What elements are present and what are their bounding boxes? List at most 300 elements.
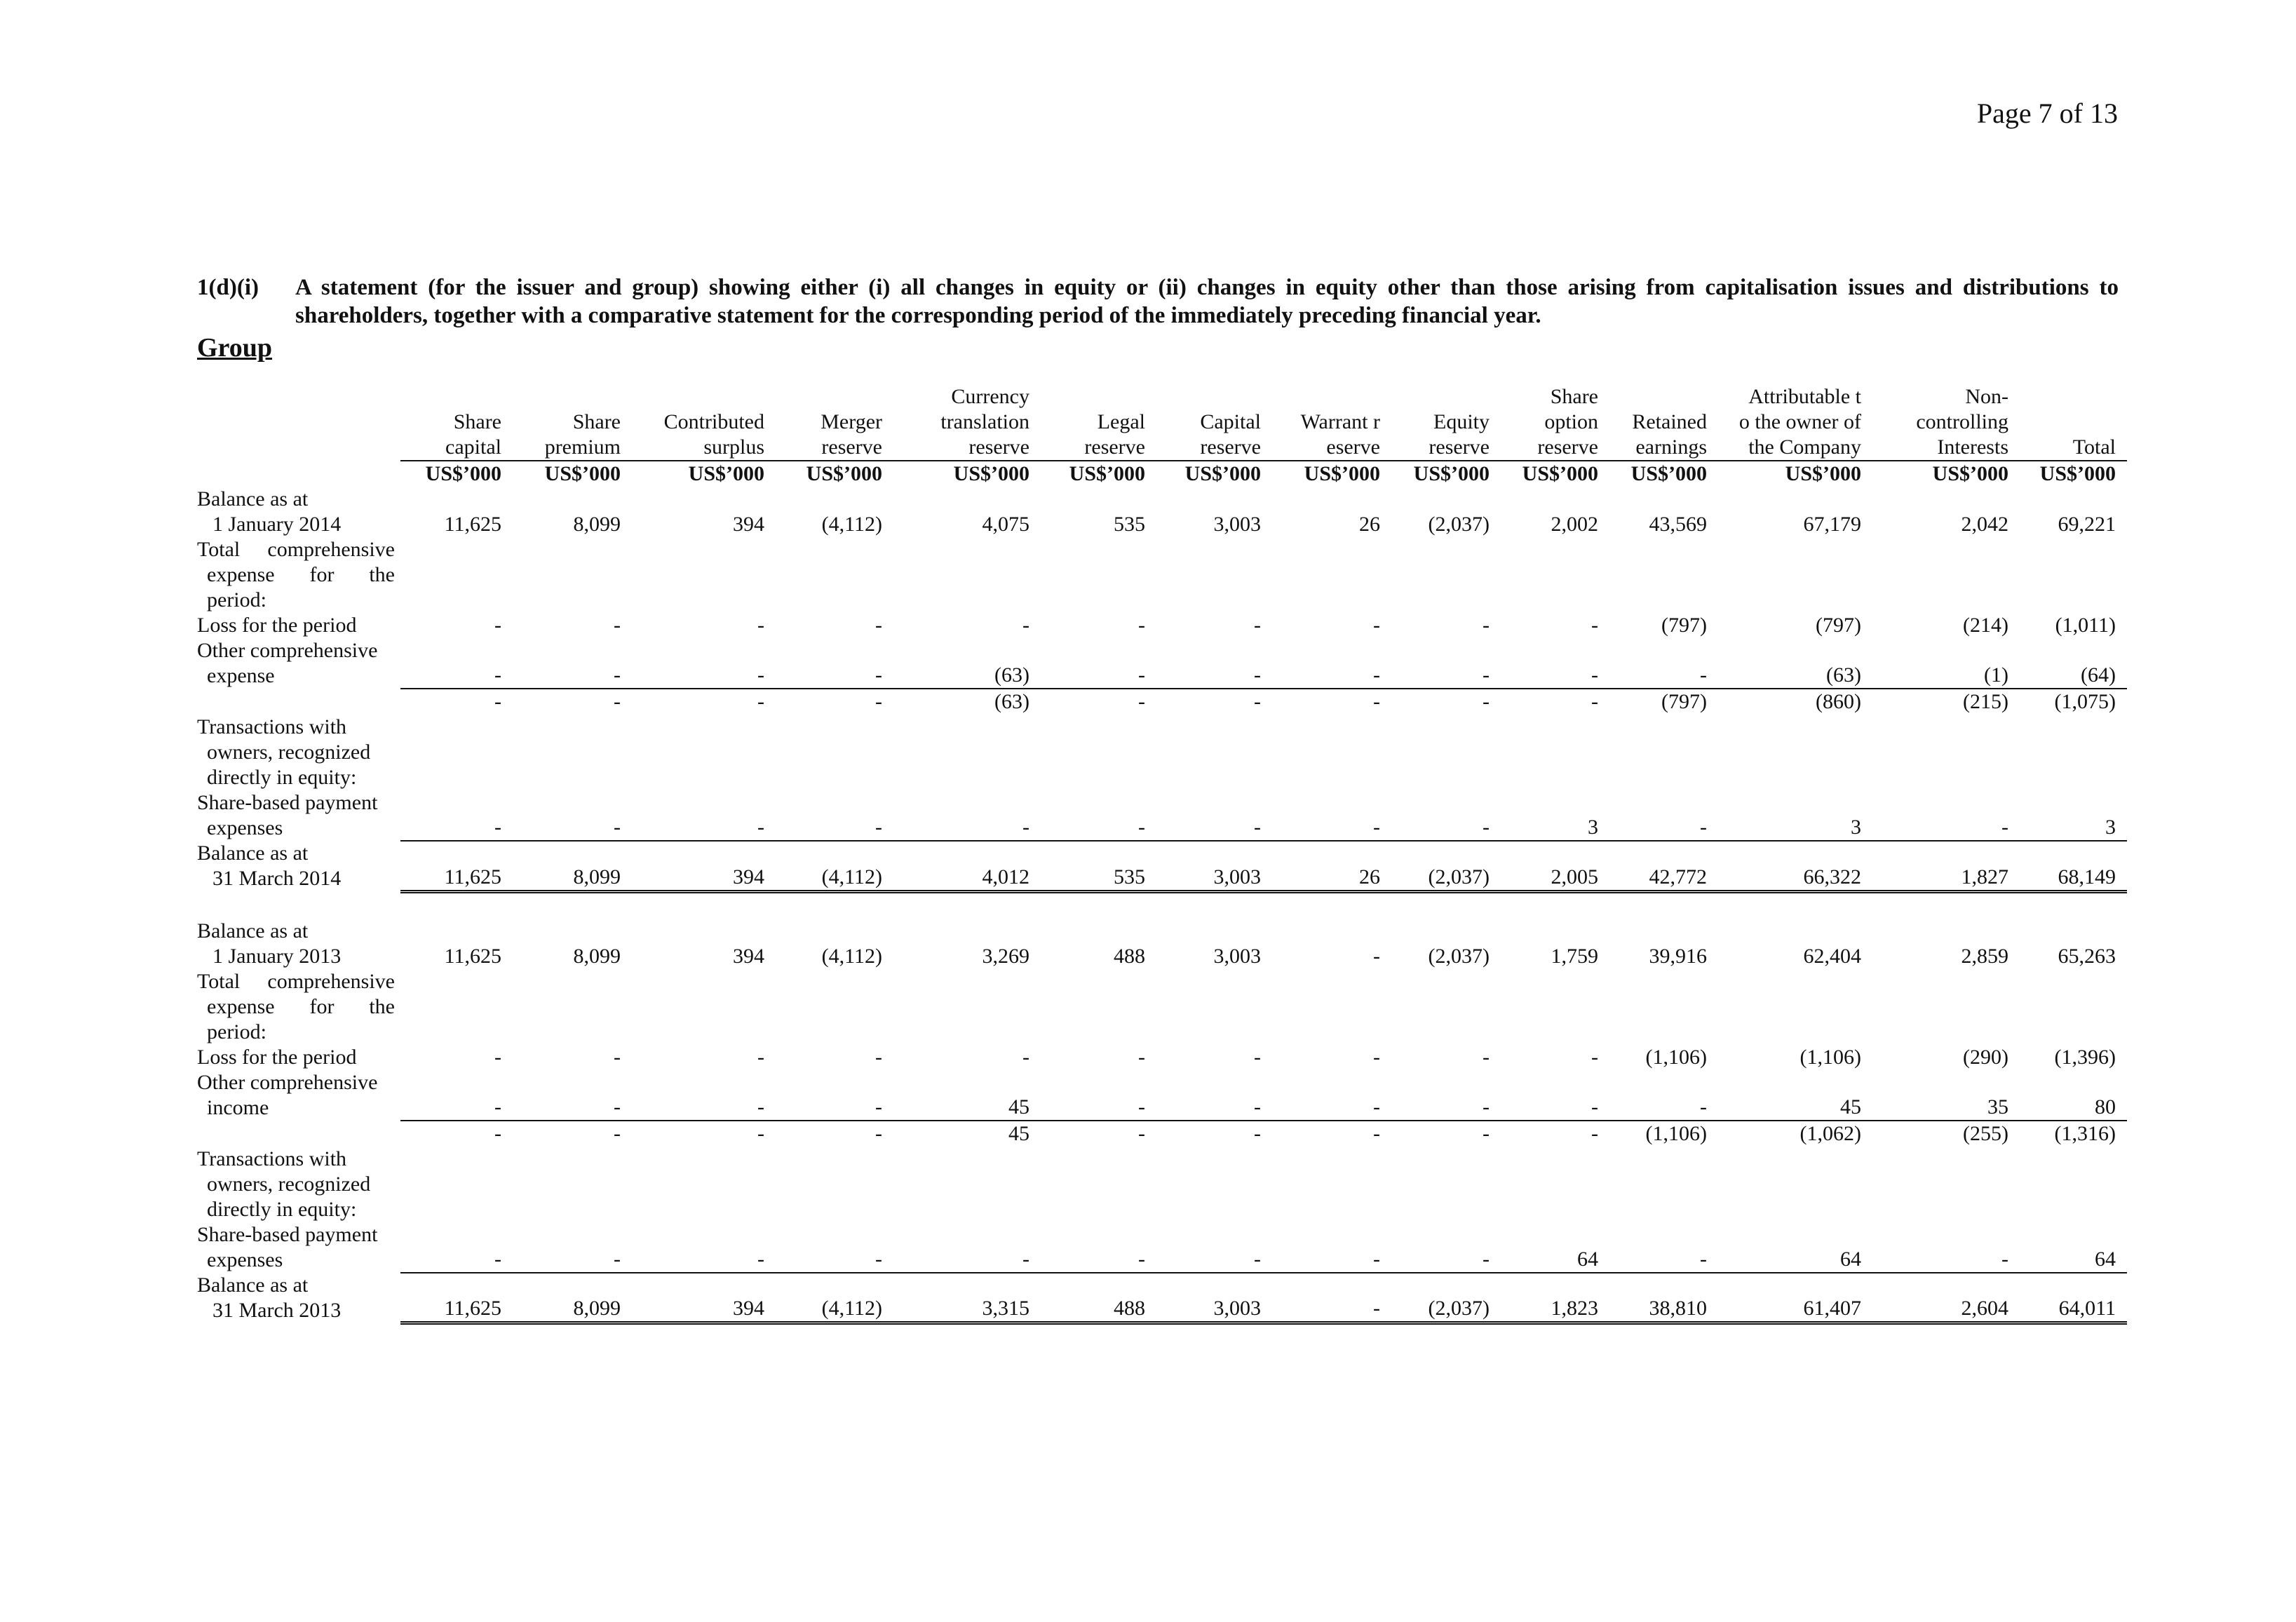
value-cell: 3 <box>1718 790 1872 841</box>
value-cell: - <box>1483 1121 1490 1145</box>
value-cell: - <box>614 614 621 637</box>
column-header <box>1872 384 2020 461</box>
value-cell: 67,179 <box>1803 513 1861 536</box>
value-cell: (63) <box>893 638 1041 689</box>
value-cell: - <box>1254 614 1261 637</box>
value-cell <box>1609 715 1718 790</box>
row-label-line: Other comprehensive <box>197 1070 378 1094</box>
value-cell <box>1872 1147 2020 1222</box>
column-header-line <box>1041 384 1145 410</box>
column-header-line: option <box>1544 410 1598 433</box>
value-cell: - <box>776 638 893 689</box>
header-row <box>197 384 2127 461</box>
value-cell: (63) <box>1718 638 1872 689</box>
value-cell: - <box>757 1121 764 1145</box>
column-header-line: Non- <box>1965 385 2008 408</box>
value-cell: - <box>400 790 513 841</box>
value-cell: (63) <box>994 690 1029 713</box>
column-header-line: Interests <box>1937 435 2008 459</box>
value-cell: (2,037) <box>1391 841 1501 891</box>
unit-cell: US$’000 <box>632 461 776 487</box>
table-row <box>197 613 2127 638</box>
value-cell: 2,859 <box>1961 944 2008 968</box>
value-cell <box>1156 537 1272 613</box>
table-row <box>197 487 2127 537</box>
value-cell <box>893 537 1041 613</box>
value-cell <box>400 969 513 1045</box>
value-cell: - <box>1609 1070 1718 1121</box>
value-cell: - <box>893 1222 1041 1273</box>
value-cell <box>2020 1147 2127 1222</box>
row-label <box>197 969 400 1045</box>
value-cell: 8,099 <box>573 513 621 536</box>
value-cell: 11,625 <box>444 513 501 536</box>
value-cell <box>1872 715 2020 790</box>
value-cell: 3 <box>1501 790 1609 841</box>
row-label-line: period: <box>207 1020 266 1043</box>
value-cell <box>400 537 513 613</box>
value-cell: (2,037) <box>1428 944 1490 968</box>
value-cell: (1,106) <box>1645 1121 1707 1145</box>
value-cell <box>1609 1147 1718 1222</box>
column-header-line: Merger <box>821 410 882 433</box>
value-cell: (4,112) <box>776 1273 893 1323</box>
value-cell <box>1391 969 1501 1045</box>
table-row <box>197 919 2127 969</box>
header-label-cell <box>197 384 400 461</box>
column-header-line <box>513 384 621 410</box>
value-cell: - <box>757 614 764 637</box>
value-cell: 3 <box>2020 790 2127 841</box>
value-cell: (860) <box>1816 690 1861 713</box>
value-cell: (797) <box>1661 690 1707 713</box>
column-header-line: Attributable t <box>1748 385 1861 408</box>
value-cell <box>776 715 893 790</box>
value-cell <box>1041 969 1156 1045</box>
value-cell <box>1718 715 1872 790</box>
value-cell: - <box>513 638 632 689</box>
row-label-line: Loss for the period <box>197 1045 357 1069</box>
column-header <box>776 384 893 461</box>
row-label-line: owners, recognized <box>207 1172 371 1196</box>
row-label <box>197 715 400 790</box>
row-label-line: Share-based payment <box>197 1222 378 1246</box>
column-header-line: controlling <box>1916 410 2008 433</box>
value-cell <box>1501 1147 1609 1222</box>
value-cell: 2,042 <box>1961 513 2008 536</box>
unit-cell: US$’000 <box>1156 461 1272 487</box>
value-cell: - <box>1272 1070 1391 1121</box>
value-cell: (4,112) <box>821 513 882 536</box>
value-cell: 69,221 <box>2058 513 2116 536</box>
value-cell: - <box>1391 790 1501 841</box>
column-header-line <box>1272 384 1380 410</box>
value-cell: - <box>1138 690 1145 713</box>
column-header-line <box>2020 410 2116 435</box>
column-header-line: earnings <box>1635 435 1707 459</box>
value-cell <box>1272 537 1391 613</box>
column-header-line: eserve <box>1326 435 1380 459</box>
value-cell: (64) <box>2020 638 2127 689</box>
row-label <box>197 613 400 638</box>
value-cell: 64 <box>1501 1222 1609 1273</box>
value-cell: - <box>1156 1070 1272 1121</box>
column-header-line: capital <box>445 435 501 459</box>
value-cell: - <box>1272 1273 1391 1323</box>
column-header <box>1609 384 1718 461</box>
value-cell <box>1391 1147 1501 1222</box>
value-cell <box>1501 969 1609 1045</box>
value-cell: - <box>1041 1070 1156 1121</box>
column-header-line: Share <box>453 410 501 433</box>
value-cell: - <box>1373 1121 1380 1145</box>
spacer-row <box>197 891 2127 919</box>
value-cell: - <box>1591 1121 1598 1145</box>
value-cell <box>2020 715 2127 790</box>
row-label-line: owners, recognized <box>207 741 371 764</box>
table-row <box>197 1070 2127 1121</box>
column-header-line: Share <box>1550 385 1598 408</box>
row-label-line: Total comprehensive <box>197 538 395 561</box>
row-label-line: Transactions with <box>197 715 347 738</box>
value-cell: - <box>1591 614 1598 637</box>
value-cell: 68,149 <box>2020 841 2127 891</box>
column-header-line <box>632 384 764 410</box>
column-header-line: Currency <box>951 385 1029 408</box>
unit-cell: US$’000 <box>1272 461 1391 487</box>
value-cell <box>513 715 632 790</box>
table-row <box>197 790 2127 841</box>
column-header-line: reserve <box>1200 435 1261 459</box>
value-cell <box>1156 715 1272 790</box>
value-cell: 80 <box>2020 1070 2127 1121</box>
value-cell: - <box>1483 690 1490 713</box>
value-cell: - <box>400 638 513 689</box>
column-header <box>2020 384 2127 461</box>
row-label <box>197 689 400 715</box>
value-cell: 3,003 <box>1213 513 1261 536</box>
value-cell <box>1501 715 1609 790</box>
row-label-line: Share-based payment <box>197 791 378 814</box>
value-cell: (1,396) <box>2054 1045 2116 1069</box>
value-cell: - <box>875 690 882 713</box>
unit-cell: US$’000 <box>893 461 1041 487</box>
value-cell: 8,099 <box>513 841 632 891</box>
page-number: Page 7 of 13 <box>1976 97 2118 129</box>
value-cell: - <box>1501 1070 1609 1121</box>
row-label <box>197 1222 400 1273</box>
column-header <box>1391 384 1501 461</box>
table-row <box>197 1273 2127 1323</box>
value-cell: (797) <box>1816 614 1861 637</box>
value-cell: - <box>757 690 764 713</box>
value-cell <box>1156 1147 1272 1222</box>
table-row <box>197 969 2127 1045</box>
value-cell: - <box>632 1222 776 1273</box>
value-cell <box>893 969 1041 1045</box>
value-cell <box>1041 715 1156 790</box>
value-cell: 3,003 <box>1213 944 1261 968</box>
value-cell: (4,112) <box>821 944 882 968</box>
value-cell: 2,005 <box>1501 841 1609 891</box>
value-cell: (1,011) <box>2055 614 2116 637</box>
value-cell: 45 <box>893 1070 1041 1121</box>
section-text: A statement (for the issuer and group) showing either (i) all changes in equity or (ii) changes in equity other than those arising from capitalisation issues and distributions to shareholders, together with a comparative statement for the corresponding period of the immediately preceding financial year. <box>295 275 2119 328</box>
row-label-line: Balance as at <box>197 919 309 942</box>
value-cell <box>1272 969 1391 1045</box>
value-cell: 11,625 <box>444 944 501 968</box>
value-cell: 64 <box>1718 1222 1872 1273</box>
column-header <box>1272 384 1391 461</box>
value-cell: (1,062) <box>1799 1121 1861 1145</box>
value-cell: - <box>1609 790 1718 841</box>
value-cell: - <box>1591 1045 1598 1069</box>
value-cell: - <box>632 790 776 841</box>
value-cell <box>1041 1147 1156 1222</box>
column-header-line: Capital <box>1200 410 1261 433</box>
value-cell: - <box>1254 690 1261 713</box>
value-cell <box>893 1147 1041 1222</box>
row-label-line: directly in equity: <box>207 1197 357 1221</box>
row-label-line: expenses <box>207 1248 283 1271</box>
row-label-line: Total comprehensive <box>197 969 395 993</box>
table-row <box>197 689 2127 715</box>
unit-cell: US$’000 <box>1718 461 1872 487</box>
value-cell: 43,569 <box>1649 513 1707 536</box>
value-cell: 11,625 <box>400 841 513 891</box>
table-row <box>197 1147 2127 1222</box>
unit-cell: US$’000 <box>1041 461 1156 487</box>
value-cell <box>1872 537 2020 613</box>
value-cell: 39,916 <box>1649 944 1707 968</box>
value-cell: (214) <box>1963 614 2008 637</box>
value-cell: - <box>757 1045 764 1069</box>
value-cell: - <box>1156 790 1272 841</box>
value-cell <box>1718 537 1872 613</box>
row-label-line: directly in equity: <box>207 766 357 789</box>
value-cell: - <box>1609 1222 1718 1273</box>
row-label <box>197 1273 400 1323</box>
value-cell: (797) <box>1661 614 1707 637</box>
table-row <box>197 1222 2127 1273</box>
value-cell: - <box>1272 790 1391 841</box>
row-label <box>197 790 400 841</box>
value-cell: 488 <box>1041 1273 1156 1323</box>
value-cell: (1,106) <box>1799 1045 1861 1069</box>
value-cell <box>1272 1147 1391 1222</box>
value-cell: - <box>1254 1121 1261 1145</box>
column-header-line: Total <box>2072 435 2116 459</box>
value-cell: 394 <box>632 841 776 891</box>
value-cell: - <box>632 638 776 689</box>
value-cell: (290) <box>1963 1045 2008 1069</box>
value-cell: - <box>776 790 893 841</box>
value-cell <box>400 715 513 790</box>
value-cell <box>1156 969 1272 1045</box>
column-header-line: premium <box>544 435 621 459</box>
column-header-line <box>1156 384 1261 410</box>
value-cell: 64,011 <box>2020 1273 2127 1323</box>
value-cell <box>513 537 632 613</box>
column-header-line: reserve <box>1084 435 1145 459</box>
value-cell: 488 <box>1114 944 1145 968</box>
value-cell: 394 <box>733 513 764 536</box>
group-title: Group <box>197 333 273 363</box>
value-cell: 3,003 <box>1156 1273 1272 1323</box>
row-label-line: 31 March 2014 <box>212 867 342 890</box>
value-cell: 61,407 <box>1718 1273 1872 1323</box>
value-cell: 3,315 <box>893 1273 1041 1323</box>
value-cell <box>1501 537 1609 613</box>
value-cell: 45 <box>1008 1121 1029 1145</box>
value-cell <box>2020 969 2127 1045</box>
row-label-line: income <box>207 1095 269 1119</box>
value-cell <box>632 715 776 790</box>
row-label <box>197 1147 400 1222</box>
column-header-line: Warrant r <box>1300 410 1380 433</box>
value-cell <box>1272 715 1391 790</box>
column-header-line: Retained <box>1632 410 1707 433</box>
value-cell <box>513 969 632 1045</box>
value-cell: 4,075 <box>982 513 1029 536</box>
table-row <box>197 1121 2127 1147</box>
value-cell: - <box>400 1070 513 1121</box>
value-cell <box>632 537 776 613</box>
value-cell: - <box>776 1222 893 1273</box>
column-header-line: o the owner of <box>1738 410 1861 433</box>
row-label <box>197 1045 400 1070</box>
value-cell: - <box>1138 1121 1145 1145</box>
table-row <box>197 638 2127 689</box>
row-label-line: Loss for the period <box>197 614 357 637</box>
value-cell: - <box>1156 638 1272 689</box>
value-cell: - <box>1022 1045 1029 1069</box>
row-label <box>197 1070 400 1121</box>
row-label-line: expenses <box>207 816 283 839</box>
table-row <box>197 715 2127 790</box>
value-cell: (2,037) <box>1391 1273 1501 1323</box>
value-cell: - <box>513 790 632 841</box>
row-label <box>197 487 400 537</box>
value-cell: - <box>1272 1222 1391 1273</box>
row-label-line: expense for the <box>207 563 395 586</box>
section-heading <box>197 273 2119 330</box>
section-number: 1(d)(i) <box>197 275 259 300</box>
value-cell: - <box>875 614 882 637</box>
value-cell: 3,003 <box>1156 841 1272 891</box>
row-label-line: 1 January 2013 <box>212 944 342 968</box>
value-cell: - <box>494 614 501 637</box>
value-cell: - <box>494 690 501 713</box>
value-cell: - <box>1138 614 1145 637</box>
value-cell: - <box>875 1045 882 1069</box>
value-cell: (4,112) <box>776 841 893 891</box>
column-header <box>1041 384 1156 461</box>
value-cell: - <box>893 790 1041 841</box>
row-label-line: period: <box>207 588 266 611</box>
value-cell: - <box>1373 614 1380 637</box>
value-cell <box>1609 537 1718 613</box>
row-label <box>197 919 400 969</box>
value-cell: - <box>1041 638 1156 689</box>
unit-cell: US$’000 <box>1391 461 1501 487</box>
value-cell <box>776 1147 893 1222</box>
column-header-line <box>776 384 882 410</box>
value-cell: - <box>614 690 621 713</box>
value-cell: - <box>513 1070 632 1121</box>
column-header-line: Contributed <box>663 410 764 433</box>
value-cell: 3,269 <box>982 944 1029 968</box>
column-header <box>1156 384 1272 461</box>
column-header-line: Share <box>572 410 621 433</box>
value-cell: (1,106) <box>1645 1045 1707 1069</box>
value-cell: - <box>494 1045 501 1069</box>
value-cell: 35 <box>1872 1070 2020 1121</box>
value-cell: 65,263 <box>2058 944 2116 968</box>
value-cell: - <box>632 1070 776 1121</box>
row-label-line: expense for the <box>207 994 395 1018</box>
value-cell: (1,075) <box>2054 690 2116 713</box>
value-cell: - <box>1373 1045 1380 1069</box>
value-cell: 535 <box>1041 841 1156 891</box>
column-header-line: the Company <box>1748 435 1861 459</box>
value-cell <box>776 537 893 613</box>
value-cell <box>776 969 893 1045</box>
value-cell: - <box>1483 614 1490 637</box>
column-header <box>513 384 632 461</box>
value-cell: 62,404 <box>1803 944 1861 968</box>
value-cell: - <box>1254 1045 1261 1069</box>
value-cell: 394 <box>632 1273 776 1323</box>
value-cell <box>1041 537 1156 613</box>
value-cell: 26 <box>1272 841 1391 891</box>
column-header <box>400 384 513 461</box>
value-cell: 2,002 <box>1551 513 1598 536</box>
value-cell: - <box>1483 1045 1490 1069</box>
value-cell: 535 <box>1114 513 1145 536</box>
column-header-line: Legal <box>1097 410 1145 433</box>
column-header-line: reserve <box>1429 435 1490 459</box>
value-cell: - <box>1373 690 1380 713</box>
value-cell: 394 <box>733 944 764 968</box>
value-cell: (1,316) <box>2054 1121 2116 1145</box>
row-label-line: Other comprehensive <box>197 639 378 662</box>
row-label-line: Balance as at <box>197 1273 309 1297</box>
row-label-line: Balance as at <box>197 842 309 865</box>
column-header-line <box>1391 384 1490 410</box>
column-header-line: translation <box>940 410 1029 433</box>
value-cell: 42,772 <box>1609 841 1718 891</box>
unit-cell: US$’000 <box>400 461 513 487</box>
value-cell: 1,827 <box>1872 841 2020 891</box>
units-row <box>197 461 2127 487</box>
value-cell: - <box>1138 1045 1145 1069</box>
value-cell: - <box>1609 638 1718 689</box>
value-cell: - <box>1391 1222 1501 1273</box>
value-cell <box>893 715 1041 790</box>
unit-cell: US$’000 <box>1609 461 1718 487</box>
value-cell: - <box>494 1121 501 1145</box>
value-cell: 8,099 <box>513 1273 632 1323</box>
value-cell: 38,810 <box>1609 1273 1718 1323</box>
value-cell: 64 <box>2020 1222 2127 1273</box>
value-cell: - <box>1391 638 1501 689</box>
unit-cell: US$’000 <box>1501 461 1609 487</box>
column-header-line: surplus <box>703 435 764 459</box>
value-cell: 1,759 <box>1551 944 1598 968</box>
value-cell: - <box>513 1222 632 1273</box>
value-cell: - <box>400 1222 513 1273</box>
